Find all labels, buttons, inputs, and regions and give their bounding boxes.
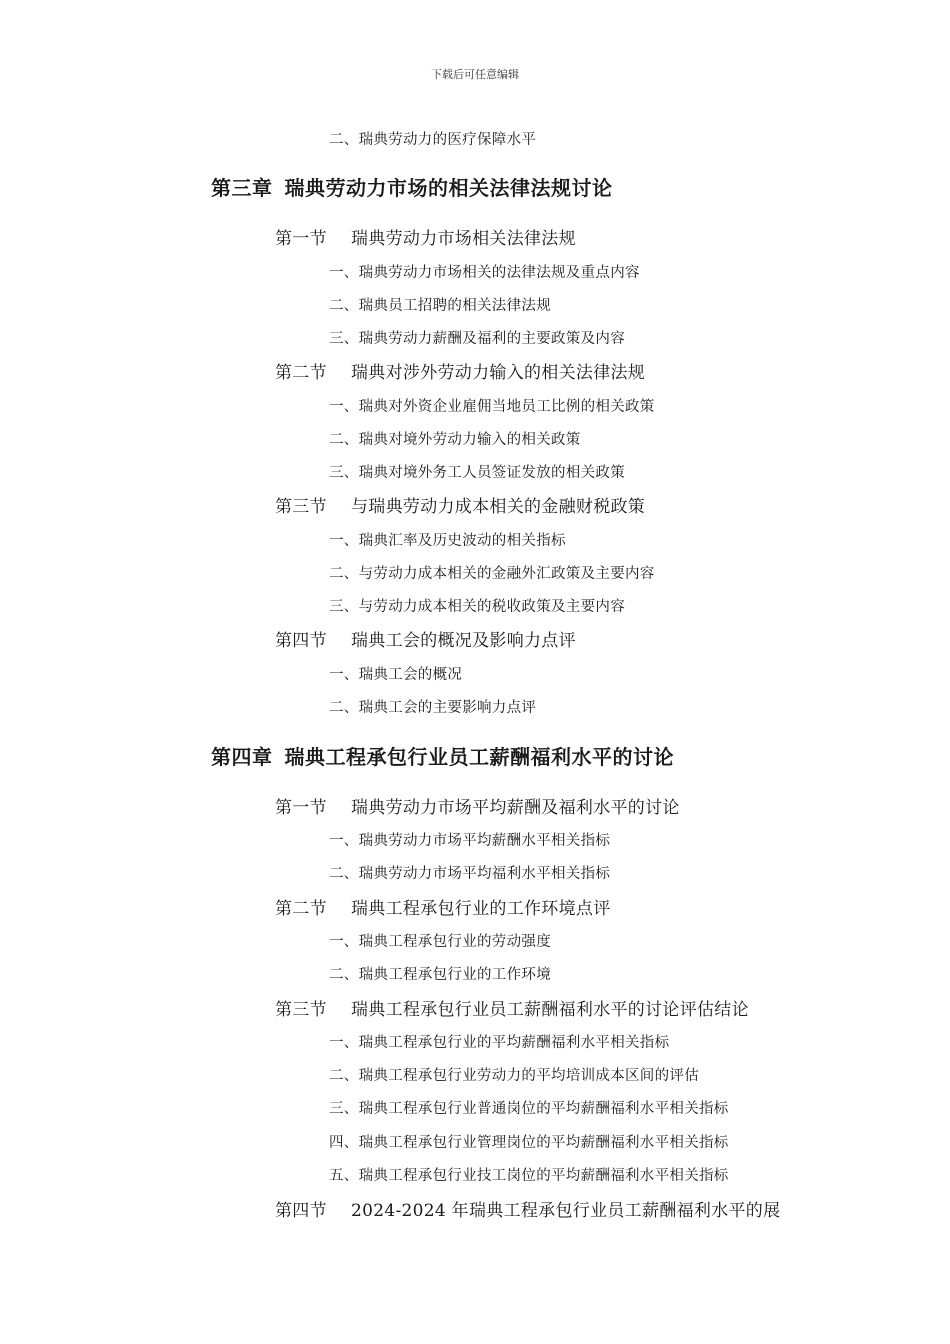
section-title: 瑞典工程承包行业员工薪酬福利水平的讨论评估结论 <box>351 1000 749 1020</box>
toc-item: 一、瑞典工会的概况 <box>329 667 463 683</box>
section-number: 第三节 <box>275 497 327 517</box>
section-number: 第二节 <box>275 899 327 919</box>
toc-item: 二、瑞典工会的主要影响力点评 <box>329 700 537 716</box>
chapter-title: 瑞典劳动力市场的相关法律法规讨论 <box>284 176 613 200</box>
section-number: 第四节 <box>275 631 327 651</box>
toc-item: 一、瑞典对外资企业雇佣当地员工比例的相关政策 <box>329 399 655 415</box>
toc-item: 三、瑞典对境外务工人员签证发放的相关政策 <box>329 465 625 481</box>
section-title: 瑞典劳动力市场相关法律法规 <box>351 229 576 249</box>
toc-section <box>275 626 576 651</box>
section-number: 第一节 <box>275 229 327 249</box>
toc-item: 一、瑞典劳动力市场相关的法律法规及重点内容 <box>329 265 640 281</box>
toc-item: 三、与劳动力成本相关的税收政策及主要内容 <box>329 599 625 615</box>
chapter-number: 第四章 <box>211 745 273 769</box>
page-header: 下载后可任意编辑 <box>431 68 519 81</box>
toc-item: 一、瑞典工程承包行业的劳动强度 <box>329 934 551 950</box>
toc-section <box>275 1196 780 1221</box>
section-number: 第四节 <box>275 1201 327 1221</box>
toc-item: 二、瑞典员工招聘的相关法律法规 <box>329 298 551 314</box>
toc-item: 二、瑞典劳动力市场平均福利水平相关指标 <box>329 866 611 882</box>
toc-section <box>275 894 611 919</box>
section-title: 瑞典对涉外劳动力输入的相关法律法规 <box>351 363 646 383</box>
section-title: 瑞典劳动力市场平均薪酬及福利水平的讨论 <box>351 798 680 818</box>
toc-chapter-4 <box>211 741 674 770</box>
toc-section <box>275 492 645 517</box>
toc-item: 三、瑞典工程承包行业普通岗位的平均薪酬福利水平相关指标 <box>329 1101 729 1117</box>
toc-item: 三、瑞典劳动力薪酬及福利的主要政策及内容 <box>329 331 625 347</box>
section-number: 第三节 <box>275 1000 327 1020</box>
chapter-number: 第三章 <box>211 176 273 200</box>
toc-item: 五、瑞典工程承包行业技工岗位的平均薪酬福利水平相关指标 <box>329 1168 729 1184</box>
section-title: 2024-2024 年瑞典工程承包行业员工薪酬福利水平的展 <box>351 1201 781 1221</box>
toc-item: 二、瑞典工程承包行业劳动力的平均培训成本区间的评估 <box>329 1068 699 1084</box>
section-title: 瑞典工程承包行业的工作环境点评 <box>351 899 611 919</box>
toc-chapter-3 <box>211 172 613 201</box>
toc-item: 二、瑞典劳动力的医疗保障水平 <box>329 132 537 148</box>
toc-item: 一、瑞典汇率及历史波动的相关指标 <box>329 533 566 549</box>
toc-item: 一、瑞典工程承包行业的平均薪酬福利水平相关指标 <box>329 1035 670 1051</box>
toc-section <box>275 793 680 818</box>
toc-section <box>275 358 645 383</box>
section-title: 与瑞典劳动力成本相关的金融财税政策 <box>351 497 646 517</box>
toc-section <box>275 224 576 249</box>
toc-item: 二、瑞典工程承包行业的工作环境 <box>329 967 551 983</box>
toc-section <box>275 995 749 1020</box>
section-number: 第一节 <box>275 798 327 818</box>
section-number: 第二节 <box>275 363 327 383</box>
toc-item: 一、瑞典劳动力市场平均薪酬水平相关指标 <box>329 833 611 849</box>
toc-item: 四、瑞典工程承包行业管理岗位的平均薪酬福利水平相关指标 <box>329 1135 729 1151</box>
toc-item: 二、瑞典对境外劳动力输入的相关政策 <box>329 432 581 448</box>
toc-item: 二、与劳动力成本相关的金融外汇政策及主要内容 <box>329 566 655 582</box>
section-title: 瑞典工会的概况及影响力点评 <box>351 631 576 651</box>
chapter-title: 瑞典工程承包行业员工薪酬福利水平的讨论 <box>284 745 674 769</box>
